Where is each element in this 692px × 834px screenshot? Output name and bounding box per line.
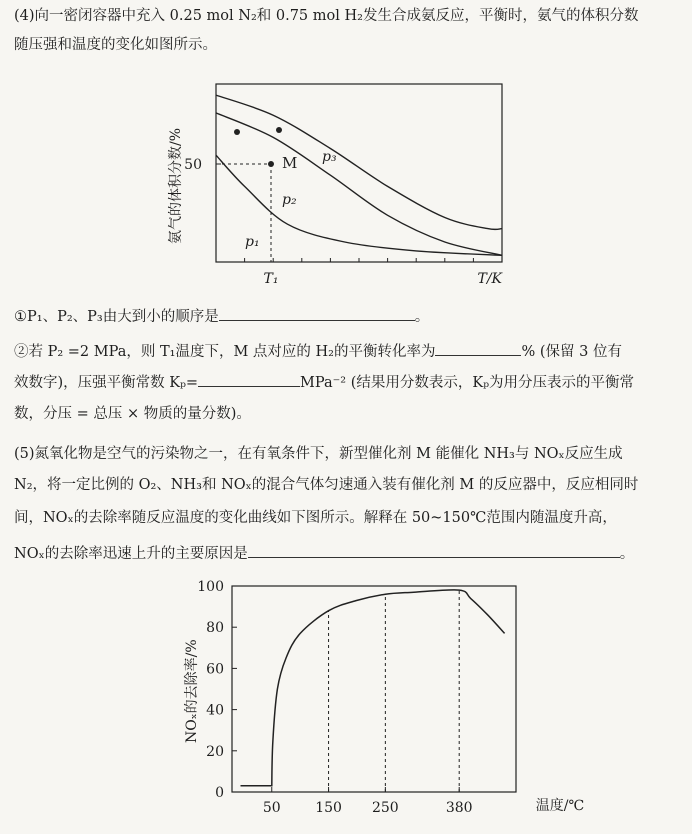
q5-text: NOₓ的去除率迅速上升的主要原因是 [14,546,248,562]
y-tick-80: 80 [206,620,224,637]
series-line-p3 [216,95,502,229]
removal-rate-line [241,590,505,786]
x-tick-t1: T₁ [263,271,279,287]
x-tick-250: 250 [371,800,399,816]
q4-line-2: 随压强和温度的变化如图所示。 [14,37,217,53]
p3-dot [276,127,282,133]
q4-sub2-line-1 [14,341,678,362]
p2-dot [234,129,240,135]
nox-chart [170,578,600,834]
sub2-text-3: 效数字)，压强平衡常数 Kₚ= [14,375,199,391]
series-label-p2: p₂ [282,192,297,208]
x-axis-label: T/K [477,271,502,287]
point-m [268,161,274,167]
answer-blank-2[interactable] [435,341,521,356]
y-axis-label: NOₓ的去除率/% [184,639,200,743]
plot-frame [232,586,516,792]
ammonia-chart [150,74,520,296]
y-tick-20: 20 [206,743,224,760]
y-axis-label: 氨气的体积分数/% [168,127,184,244]
x-tick-150: 150 [315,800,342,816]
q5-line-1: (5)氮氧化物是空气的污染物之一，在有氧条件下，新型催化剂 M 能催化 NH₃与 NOₓ反应生成 [14,446,623,462]
q4-line-1: (4)向一密闭容器中充入 0.25 mol N₂和 0.75 mol H₂发生合成氨反应，平衡时，氨气的体积分数 [14,8,639,24]
y-tick-40: 40 [206,702,224,719]
q4-sub2-line-3: 数，分压 = 总压 × 物质的量分数)。 [14,406,251,422]
q4-sub2-line-2 [14,372,678,393]
y-tick-60: 60 [206,661,224,678]
q5-line-3: 间，NOₓ的去除率随反应温度的变化曲线如下图所示。解释在 50~150℃范围内随温度升高， [14,510,617,526]
series-label-p1: p₁ [245,234,260,250]
q5-line-4 [14,543,678,564]
x-tick-50: 50 [262,800,281,816]
x-axis-label: 温度/℃ [535,798,585,814]
sub2-text-4: MPa⁻² (结果用分数表示，Kₚ为用分压表示的平衡常 [300,375,635,391]
answer-blank-3[interactable] [198,372,300,387]
m-label: M [282,154,298,172]
sub1-text: ①P₁、P₂、P₃由大到小的顺序是 [14,309,219,325]
y-tick-100: 100 [197,579,224,595]
y-tick-50: 50 [184,157,202,173]
q5-end: 。 [619,546,635,562]
sub2-text-1: ②若 P₂ =2 MPa，则 T₁温度下，M 点对应的 H₂的平衡转化率为 [14,344,436,360]
y-tick-0: 0 [215,785,224,801]
sub2-text-2: % (保留 3 位有 [521,344,622,360]
series-label-p3: p₃ [322,149,337,165]
x-tick-380: 380 [445,800,473,816]
answer-blank-4[interactable] [248,543,620,558]
answer-blank-1[interactable] [219,306,415,321]
q5-line-2: N₂，将一定比例的 O₂、NH₃和 NOₓ的混合气体匀速通入装有催化剂 M 的反应器中，反应相同时 [14,477,639,493]
q4-sub1 [14,306,678,327]
sub1-end: 。 [414,309,430,325]
